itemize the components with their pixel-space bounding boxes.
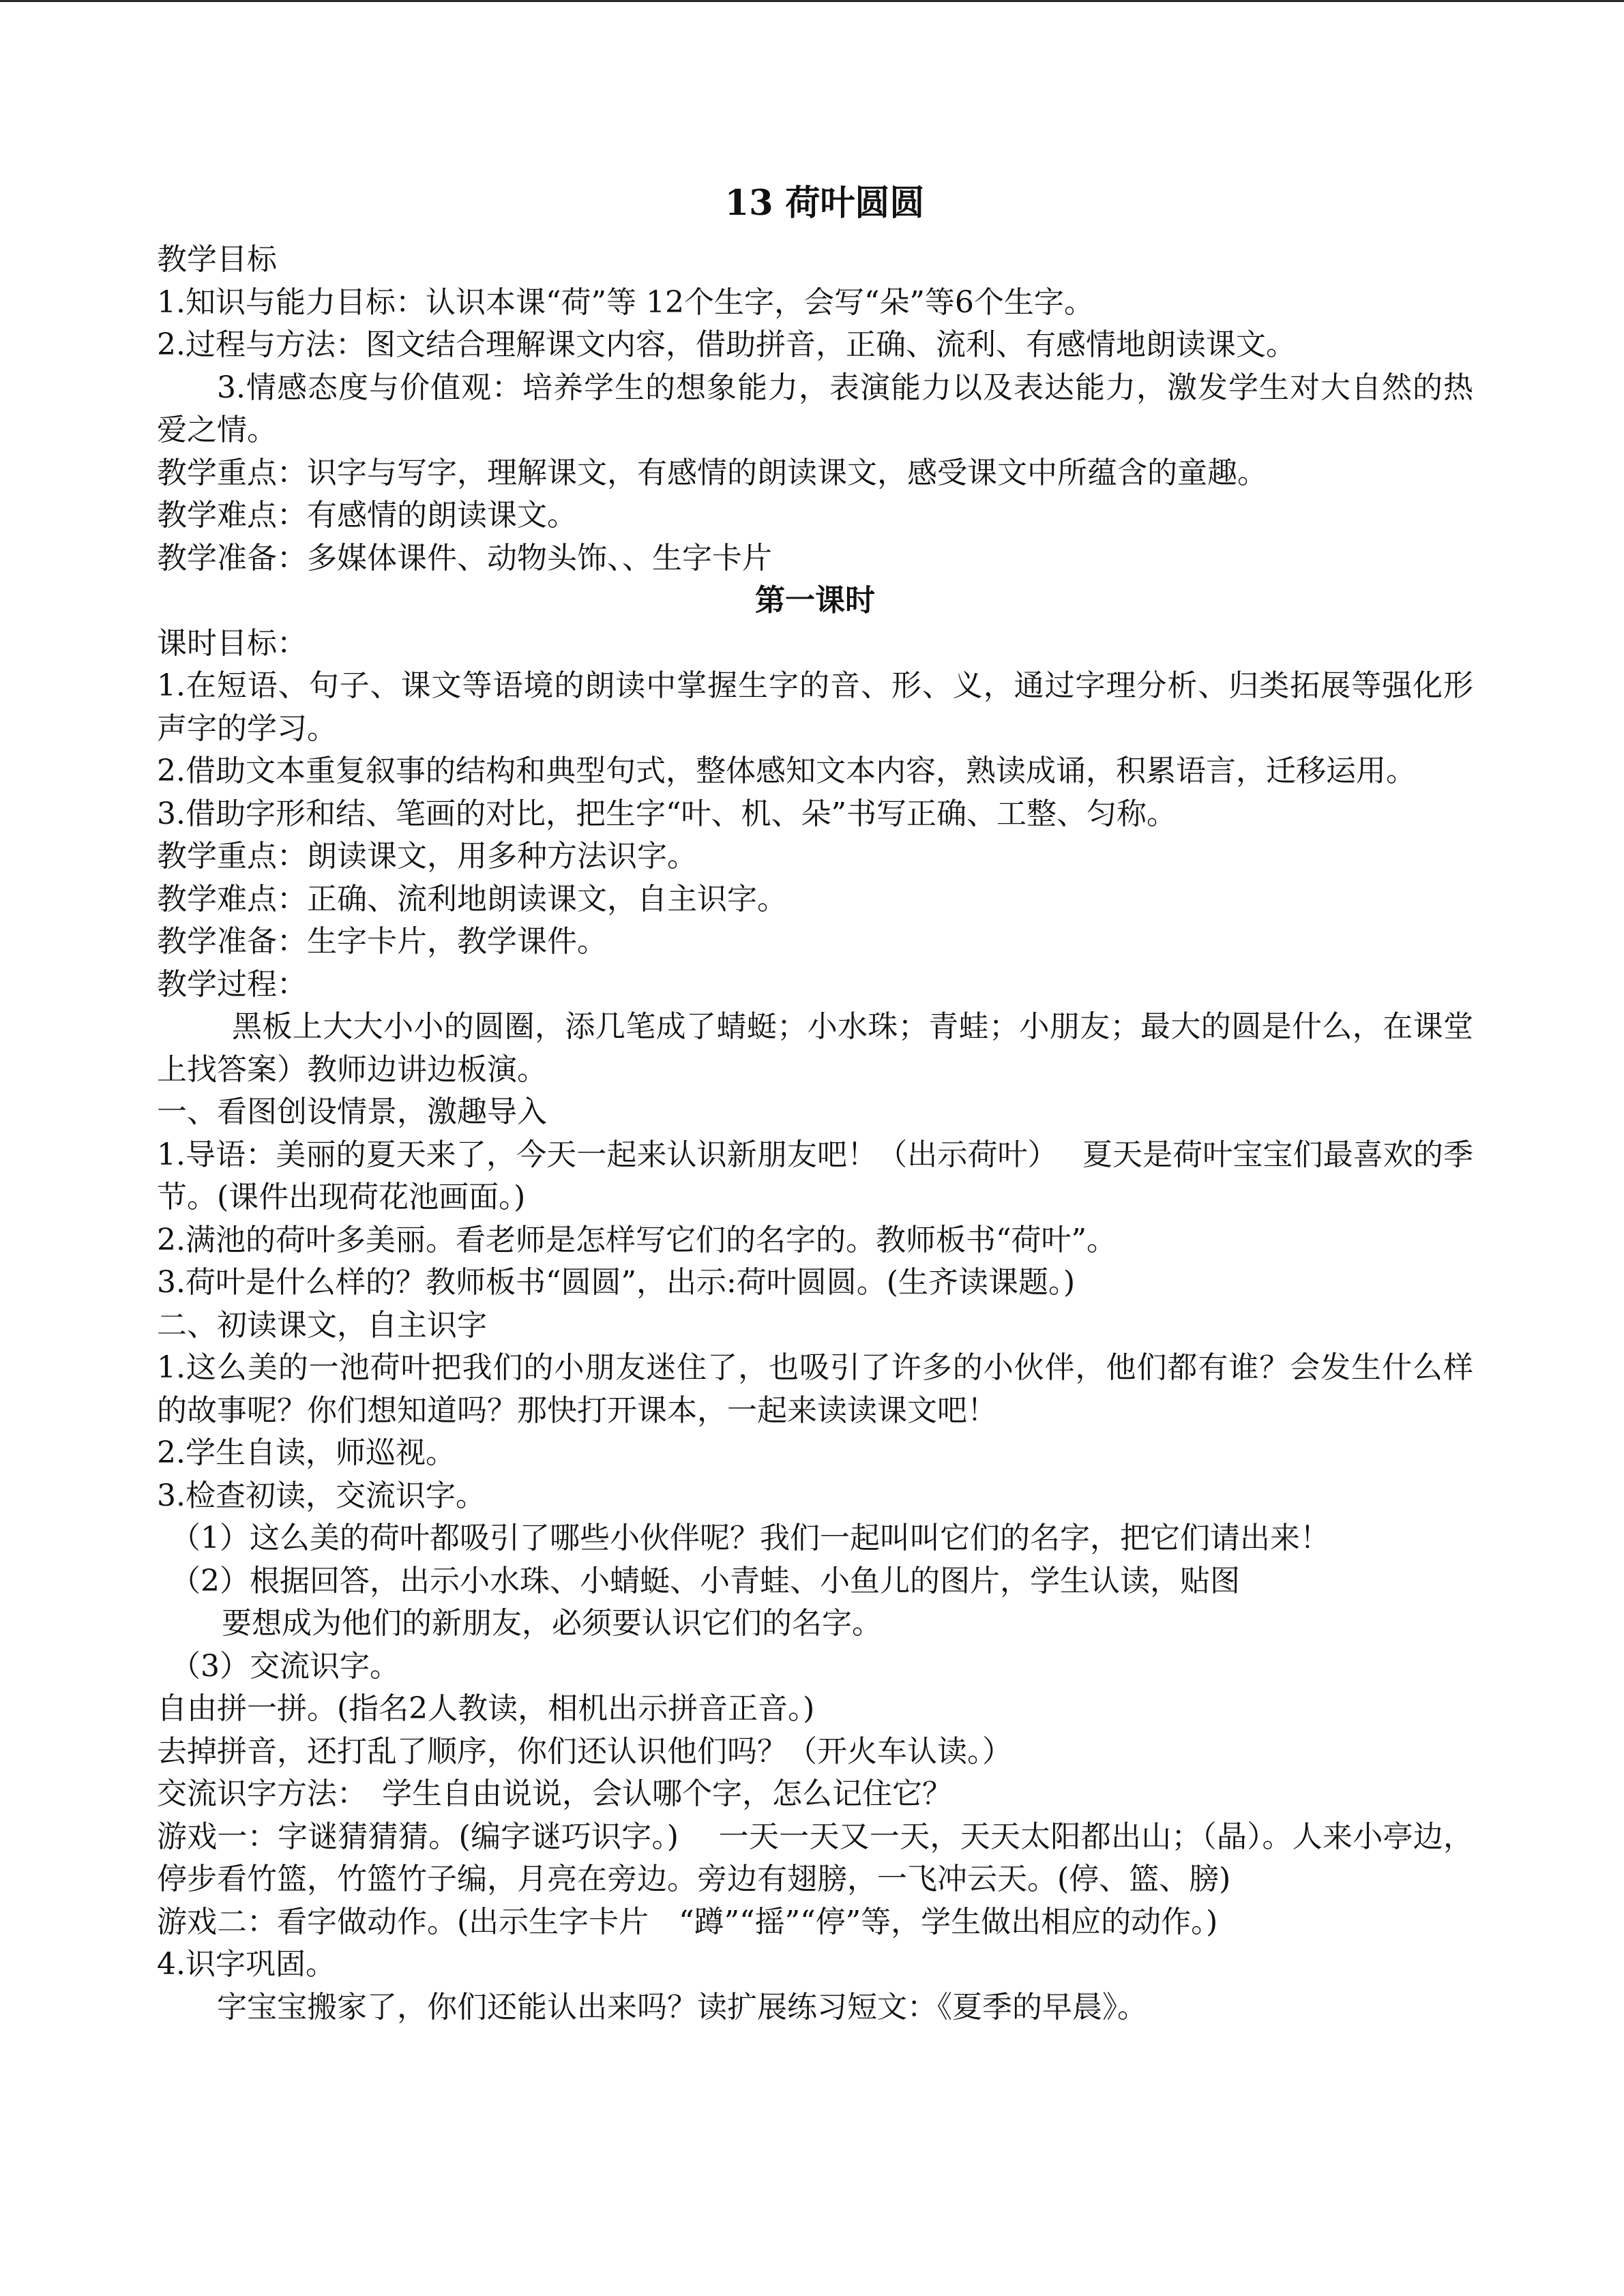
part-2-heading: 二、初读课文，自主识字 <box>157 1307 487 1343</box>
lesson-goal-1: 1.在短语、句子、课文等语境的朗读中掌握生字的音、形、义，通过字理分析、归类拓展等强化形声字的学习。 <box>157 668 1473 746</box>
part-2-item-3b: （2）根据回答，出示小水珠、小蜻蜓、小青蛙、小鱼儿的图片，学生认读，贴图 <box>171 1563 1240 1598</box>
part-1-item-3: 3.荷叶是什么样的？教师板书“圆圆”，出示:荷叶圆圆。(生齐读课题。) <box>157 1265 1076 1300</box>
lesson-key-point: 教学重点：朗读课文，用多种方法识字。 <box>157 839 697 874</box>
difficulty: 教学难点：有感情的朗读课文。 <box>157 498 577 533</box>
game-2: 游戏二：看字做动作。(出示生字卡片 “蹲”“摇”“停”等，学生做出相应的动作。) <box>157 1904 1218 1939</box>
part-2-item-3b-note: 要想成为他们的新朋友，必须要认识它们的名字。 <box>222 1606 882 1641</box>
remove-pinyin: 去掉拼音，还打乱了顺序，你们还认识他们吗？（开火车认读。） <box>157 1733 1012 1769</box>
part-2-item-3: 3.检查初读，交流识字。 <box>157 1478 486 1513</box>
lesson-preparation: 教学准备：生字卡片，教学课件。 <box>157 924 607 959</box>
part-2-item-2: 2.学生自读，师巡视。 <box>157 1435 456 1470</box>
goal-3: 3.情感态度与价值观：培养学生的想象能力，表演能力以及表达能力，激发学生对大自然的热爱之情。 <box>157 370 1473 447</box>
free-spell: 自由拼一拼。(指名2人教读，相机出示拼音正音。) <box>157 1691 815 1726</box>
part-2-item-3c: （3）交流识字。 <box>171 1648 400 1684</box>
part-2-item-4a: 字宝宝搬家了，你们还能认出来吗？读扩展练习短文：《夏季的早晨》。 <box>217 1989 1147 2025</box>
part-1-heading: 一、看图创设情景，激趣导入 <box>157 1094 547 1129</box>
part-1-item-2: 2.满池的荷叶多美丽。看老师是怎样写它们的名字的。教师板书“荷叶”。 <box>157 1222 1117 1257</box>
part-2-item-3a: （1）这么美的荷叶都吸引了哪些小伙伴呢？我们一起叫叫它们的名字，把它们请出来！ <box>171 1521 1330 1555</box>
lesson-difficulty: 教学难点：正确、流利地朗读课文，自主识字。 <box>157 881 787 916</box>
page-title: 13 荷叶圆圆 <box>724 183 925 224</box>
lesson-goal-2: 2.借助文本重复叙事的结构和典型句式，整体感知文本内容，熟读成诵，积累语言，迁移运用。 <box>157 754 1416 788</box>
key-point: 教学重点：识字与写字，理解课文，有感情的朗读课文，感受课文中所蕴含的童趣。 <box>157 455 1267 490</box>
goals-heading: 教学目标 <box>157 242 277 277</box>
lesson-1-heading: 第一课时 <box>755 583 875 618</box>
goal-2: 2.过程与方法：图文结合理解课文内容，借助拼音，正确、流利、有感情地朗读课文。 <box>157 327 1296 362</box>
process-heading: 教学过程： <box>157 966 307 1002</box>
part-2-item-4: 4.识字巩固。 <box>157 1947 336 1982</box>
part-1-item-1: 1.导语：美丽的夏天来了，今天一起来认识新朋友吧！（出示荷叶） 夏天是荷叶宝宝们最喜欢的季节。(课件出现荷花池画面。) <box>157 1137 1473 1214</box>
intro-paragraph: 黑板上大大小小的圆圈，添几笔成了蜻蜓；小水珠；青蛙；小朋友；最大的圆是什么，在课堂上找答案）教师边讲边板演。 <box>157 1009 1473 1087</box>
game-1: 游戏一：字谜猜猜猜。(编字谜巧识字。) 一天一天又一天，天天太阳都出山；（晶）。人来小亭边，停步看竹篮，竹篮竹子编，月亮在旁边。旁边有翅膀，一飞冲云天。(停、篮、膀) <box>157 1819 1473 1896</box>
exchange-method: 交流识字方法： 学生自由说说，会认哪个字，怎么记住它？ <box>157 1776 952 1811</box>
lesson-goal-3: 3.借助字形和结、笔画的对比，把生字“叶、机、朵”书写正确、工整、匀称。 <box>157 796 1177 831</box>
goal-1: 1.知识与能力目标：认识本课“荷”等 12个生字，会写“朵”等6个生字。 <box>157 284 1094 320</box>
lesson-goals-heading: 课时目标： <box>157 625 307 661</box>
part-2-item-1: 1.这么美的一池荷叶把我们的小朋友迷住了，也吸引了许多的小伙伴，他们都有谁？会发生什么样的故事呢？你们想知道吗？那快打开课本，一起来读读课文吧！ <box>157 1350 1473 1428</box>
preparation: 教学准备：多媒体课件、动物头饰、、生字卡片 <box>157 540 772 576</box>
document-body <box>157 176 1473 2029</box>
